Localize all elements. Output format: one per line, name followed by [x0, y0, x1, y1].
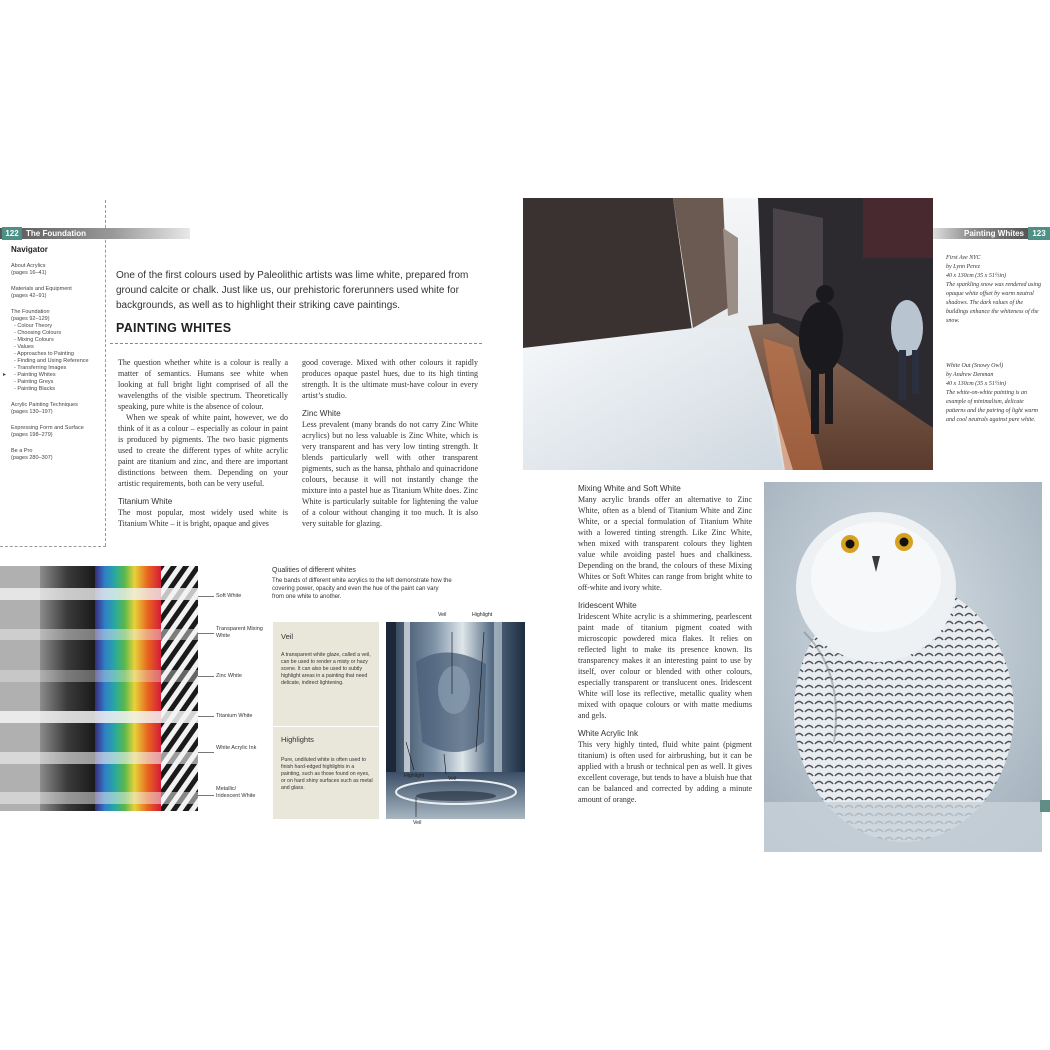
paragraph: The most popular, most widely used white is Titanium White – it is bright, opaque and gives — [118, 508, 288, 528]
nav-section-pages: (pages 130–197) — [11, 409, 53, 415]
nav-item[interactable]: - Approaches to Painting — [14, 351, 74, 357]
page-edge-tab — [1040, 800, 1050, 812]
nav-section-label: Expressing Form and Surface — [11, 425, 84, 431]
caption-title: First Ave NYC — [946, 255, 981, 261]
navigator-divider — [105, 200, 106, 546]
nav-section-label: Materials and Equipment — [11, 286, 72, 292]
swatch-label: Zinc White — [216, 673, 242, 679]
leader-line — [198, 633, 214, 634]
nav-item[interactable]: - Colour Theory — [14, 323, 53, 329]
snowy-owl-painting — [764, 482, 1042, 852]
subheading-iridescent-white: Iridescent White — [578, 601, 637, 610]
nav-section-pages: (pages 92–129) — [11, 316, 50, 322]
veil-text: A transparent white glaze, called a veil, can be used to render a misty or hazy scene. It can also be used to subtly highlight areas in a painting that need delicate, indirect lightening. — [281, 652, 371, 686]
caption-size: 40 x 130cm (35 x 51½in) — [946, 273, 1006, 279]
navigator-bottom-rule — [0, 546, 106, 547]
swatch-label: Titanium White — [216, 713, 253, 719]
nav-section-pages: (pages 280–307) — [11, 455, 53, 461]
caption-owl — [946, 362, 1042, 425]
caption-artist: by Lynn Perez — [946, 264, 980, 270]
paragraph: Many acrylic brands offer an alternative to Zinc White, often as a blend of Titanium White and Zinc White, or a special formulation of Titanium White with a lowered tinting strength. Like Zinc White, when mixed with transparent colours they lighten value while avoiding pastel hues and chalkiness. Depending on the brand, the colours of these Mixing Whites or Soft Whites can range from bright white to off-white and ivory white. — [578, 495, 752, 592]
leader-line — [198, 795, 214, 796]
nav-section-materials[interactable] — [11, 286, 99, 300]
caption-street — [946, 254, 1042, 326]
right-header-title: Painting Whites — [964, 229, 1024, 238]
nav-section-label: The Foundation — [11, 309, 50, 315]
body-column-3 — [578, 483, 752, 805]
paragraph: The question whether white is a colour is really a matter of semantics. Humans see white when looking at full bright light comprised of all the wavelengths of the visible spectrum. Theoretically speaking, pure white is the absence of colour. — [118, 358, 288, 411]
label-veil-mid: Veil — [448, 776, 457, 782]
nav-item[interactable]: - Mixing Colours — [14, 337, 54, 343]
nav-item-label: - Painting Whites — [14, 372, 56, 378]
right-page-number: 123 — [1028, 227, 1050, 240]
caption-text: The white-on-white painting is an example of minimalism, delicate patterns and the pairing of light warm and cool neutrals against pure white. — [946, 390, 1039, 423]
leader-line — [198, 676, 214, 677]
veil-heading: Veil — [281, 632, 294, 641]
navigator — [3, 245, 99, 471]
qualities-text: The bands of different white acrylics to the left demonstrate how the covering power, opacity and even the hue of the paint can vary from one white to another. — [272, 578, 452, 600]
label-highlight-bottom: Highlight — [404, 773, 425, 779]
qualities-heading: Qualities of different whites — [272, 567, 356, 574]
paragraph: When we speak of white paint, however, we do think of it as a colour – especially as colour in paint is produced by pigments. The two basic pigments used to create the different types of white acrylic paint are titanium and zinc, and there are important distinctions between them. Depending on your artistic requirements, both can be very useful. — [118, 413, 288, 488]
nav-item[interactable]: - Painting Greys — [14, 379, 54, 385]
swatch-label: White Acrylic Ink — [216, 745, 257, 751]
highlights-heading: Highlights — [281, 735, 314, 744]
swatch-label: Metallic/ Iridescent White — [216, 786, 256, 799]
body-column-1 — [118, 357, 288, 529]
nav-item-active[interactable] — [3, 372, 99, 379]
body-column-2 — [302, 357, 478, 529]
subheading-titanium-white: Titanium White — [118, 497, 173, 506]
subheading-white-acrylic-ink: White Acrylic Ink — [578, 729, 639, 738]
label-veil-bottom: Veil — [413, 820, 422, 826]
nav-item[interactable]: - Finding and Using Reference — [14, 358, 89, 364]
nav-section-techniques[interactable] — [11, 402, 99, 416]
paragraph: Less prevalent (many brands do not carry Zinc White acrylics) but no less valuable is Zinc White, which is very transparent and has very low tinting strength. It blends particularly well with other transparent pigments, such as the hansa, phthalo and quinacridone colours, because it will not instantly change the mixture into a pastel hue as Titanium White does. Zinc White is particularly suitable for lightening the value of a colour without changing it too much. It is also very suitable for glazing. — [302, 420, 478, 528]
paragraph: This very highly tinted, fluid white paint (pigment titanium) is often used for airbrushing, but it can be applied with a brush or technical pen as well. It gives excellent coverage, but tends to have a bluish hue that can be balanced and corrected by adding a minute amount of orange. — [578, 740, 752, 804]
nav-item[interactable]: - Choosing Colours — [14, 330, 62, 336]
intro-paragraph: One of the first colours used by Paleolithic artists was lime white, prepared from ground calcite or chalk. Just like us, our prehistoric forerunners used white for backgrounds, as well as to highlight their striking cave paintings. — [116, 270, 469, 311]
heading-rule — [110, 343, 482, 344]
leader-line — [198, 716, 214, 717]
nav-item[interactable]: - Painting Blacks — [14, 386, 55, 392]
white-swatch-chart — [0, 566, 198, 811]
caption-text: The sparkling snow was rendered using opaque white offset by warm neutral shadows. The dark values of the buildings enhance the whiteness of the snow. — [946, 282, 1042, 324]
leader-line — [198, 596, 214, 597]
nav-item[interactable]: - Transferring Images — [14, 365, 67, 371]
nav-section-about-acrylics[interactable] — [11, 263, 99, 277]
highlights-info-box — [273, 727, 379, 819]
nav-section-label: Be a Pro — [11, 448, 33, 454]
left-page-number: 122 — [2, 227, 22, 240]
leader-line — [198, 752, 214, 753]
veil-info-box — [273, 622, 379, 726]
nav-item[interactable]: - Values — [14, 344, 34, 350]
caption-title: White Out (Snowy Owl) — [946, 363, 1004, 369]
paragraph: Iridescent White acrylic is a shimmering, pearlescent paint made of titanium pigment coated with microscopic powdered mica flakes. It relies on reflected light to make its presence known. Its transparency makes it an interesting paint to use by itself, over colour or blended with other colours, especially transparent or translucent ones. Iridescent White will lose its reflective, metallic quality when mixed with opaque colours or with matte mediums and gels. — [578, 612, 752, 720]
nav-section-form-surface[interactable] — [11, 425, 99, 439]
street-snow-painting — [523, 198, 933, 470]
nav-section-be-a-pro[interactable] — [11, 448, 99, 462]
subheading-zinc-white: Zinc White — [302, 409, 341, 418]
swatch-label: Soft White — [216, 593, 242, 599]
label-veil-top: Veil — [438, 612, 447, 618]
caption-artist: by Andrew Denman — [946, 372, 994, 378]
highlights-text: Pure, undiluted white is often used to finish hard-edged highlights in a painting, such as those found on eyes, or on hard shiny surfaces such as metal and glass. — [281, 757, 373, 791]
nav-section-label: Acrylic Painting Techniques — [11, 402, 78, 408]
caption-size: 40 x 130cm (35 x 51½in) — [946, 381, 1006, 387]
nav-section-label: About Acrylics — [11, 263, 46, 269]
nav-section-pages: (pages 42–91) — [11, 293, 47, 299]
navigator-title: Navigator — [11, 245, 48, 254]
left-header-title: The Foundation — [26, 229, 86, 238]
nav-section-foundation[interactable] — [3, 309, 99, 393]
glass-painting-image — [386, 622, 525, 819]
section-heading: PAINTING WHITES — [116, 321, 232, 335]
swatch-label: Transparent Mixing White — [216, 626, 263, 639]
paragraph: good coverage. Mixed with other colours it rapidly produces opaque pastel hues, due to its high tinting strength. It is the ultimate must-have colour in every artist’s studio. — [302, 358, 478, 400]
nav-section-pages: (pages 16–41) — [11, 270, 47, 276]
nav-section-pages: (pages 198–279) — [11, 432, 53, 438]
subheading-mixing-white: Mixing White and Soft White — [578, 484, 681, 493]
label-highlight-top: Highlight — [472, 612, 493, 618]
triangle-right-icon: ▸ — [3, 372, 7, 378]
